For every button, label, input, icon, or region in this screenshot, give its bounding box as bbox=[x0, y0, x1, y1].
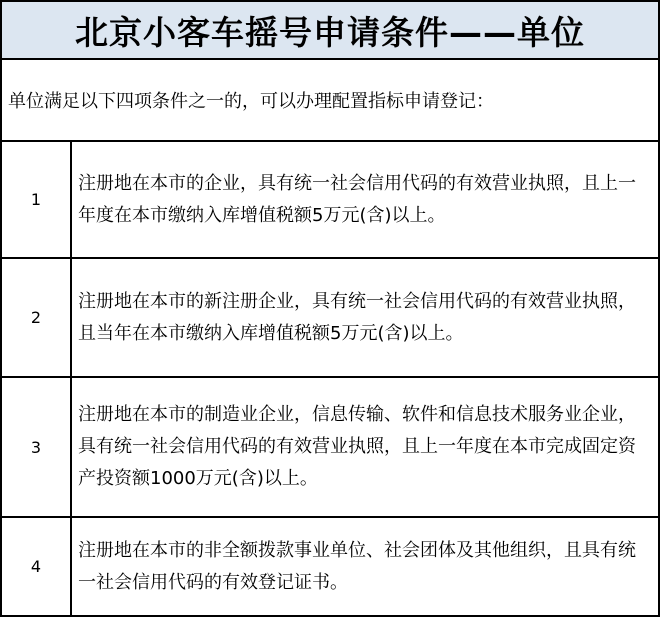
condition-number: 3 bbox=[2, 378, 72, 516]
condition-row bbox=[2, 142, 658, 259]
condition-number: 2 bbox=[2, 259, 72, 376]
page-title: 北京小客车摇号申请条件——单位 bbox=[75, 12, 585, 52]
condition-text-cell bbox=[72, 259, 658, 376]
condition-text-cell bbox=[72, 518, 658, 615]
condition-text: 注册地在本市的新注册企业，具有统一社会信用代码的有效营业执照，且当年在本市缴纳入库增值税额5万元(含)以上。 bbox=[78, 290, 636, 344]
condition-row bbox=[2, 378, 658, 518]
condition-row bbox=[2, 518, 658, 615]
intro-text: 单位满足以下四项条件之一的，可以办理配置指标申请登记： bbox=[8, 91, 494, 112]
condition-text-cell bbox=[72, 378, 658, 516]
condition-number: 4 bbox=[2, 518, 72, 615]
intro-row bbox=[2, 60, 658, 142]
condition-text: 注册地在本市的企业，具有统一社会信用代码的有效营业执照，且上一年度在本市缴纳入库增值税额5万元(含)以上。 bbox=[78, 172, 636, 226]
condition-number: 1 bbox=[2, 142, 72, 257]
title-row bbox=[2, 2, 658, 60]
condition-text: 注册地在本市的非全额拨款事业单位、社会团体及其他组织，且具有统一社会信用代码的有效登记证书。 bbox=[78, 539, 636, 593]
condition-text: 注册地在本市的制造业企业，信息传输、软件和信息技术服务业企业，具有统一社会信用代码的有效营业执照，且上一年度在本市完成固定资产投资额1000万元(含)以上。 bbox=[78, 404, 636, 489]
condition-row bbox=[2, 259, 658, 378]
condition-text-cell bbox=[72, 142, 658, 257]
